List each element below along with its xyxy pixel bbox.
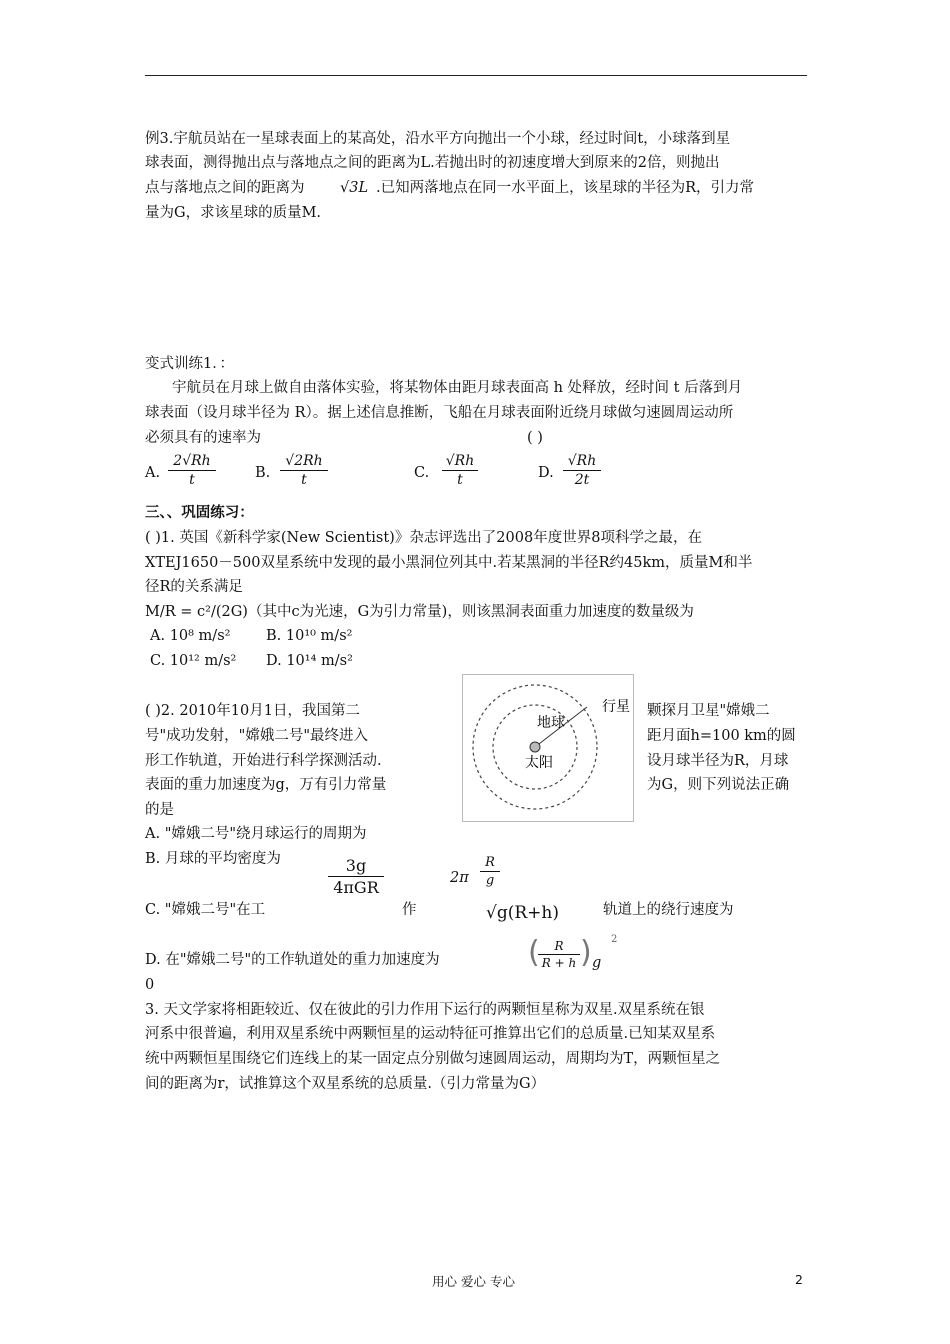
ex3-sqrt3L: √3L [340,180,369,196]
variant-option-a-label: A. [145,465,161,481]
q1-option-c: C. 10¹² m/s² [150,653,237,669]
orbit-figure [462,674,634,822]
variant-blank: ( ) [527,430,543,446]
q2-left4: 表面的重力加速度为g，万有引力常量 [145,777,387,793]
q2-option-b: B. 月球的平均密度为 [145,851,281,867]
page-number: 2 [795,1272,803,1287]
q2-option-d-exponent: 2 [611,934,618,945]
variant-option-d-fraction: √Rh 2t [563,453,601,488]
section3-title: 三、、巩固练习： [145,504,254,521]
q1-option-d: D. 10¹⁴ m/s² [266,653,353,669]
variant-option-a-fraction: 2√Rh t [168,453,216,488]
q3-line2: 河系中很普遍，利用双星系统中两颗恒星的运动特征可推算出它们的总质量.已知某双星系 [145,1026,716,1042]
orbit-diagram [463,675,633,821]
earth-label: 地球 [537,715,565,731]
variant-option-c-label: C. [414,465,430,481]
variant-option-b-fraction: √2Rh t [280,453,328,488]
q2-left1: ( )2. 2010年10月1日，我国第二 [145,703,360,719]
q2-option-d-lparen: ( [528,935,540,970]
ex3-line4: 量为G，求该星球的质量M. [145,205,322,221]
variant-option-d-label: D. [538,465,554,481]
variant-option-b-label: B. [255,465,271,481]
q1-line2: XTEJ1650－500双星系统中发现的最小黑洞位列其中.若某黑洞的半径R约45km，质量M和半 [145,555,753,571]
q3-line4: 间的距离为r，试推算这个双星系统的总质量.（引力常量为G） [145,1076,546,1092]
q2-zero: 0 [145,977,155,993]
q3-line1: 3. 天文学家将相距较近、仅在彼此的引力作用下运行的两颗恒星称为双星.双星系统在银 [145,1002,705,1018]
q1-line4: M/R = c²/(2G)（其中c为光速，G为引力常量)，则该黑洞表面重力加速度的数量级为 [145,604,694,620]
q2-option-c-a: C. "嫦娥二号"在工 [145,902,266,918]
q2-option-b-fraction: 3g 4πGR [328,856,384,897]
sun-marker [530,742,540,752]
q2-option-c-c: 轨道上的绕行速度为 [603,902,734,918]
q2-option-c-math: √g(R+h) [486,903,559,923]
header-rule [145,75,807,76]
q2-option-a: A. "嫦娥二号"绕月球运行的周期为 [145,826,367,842]
q2-option-a-fraction: R g [480,855,500,888]
q2-right4: 为G，则下列说法正确 [647,777,790,793]
q2-left3: 形工作轨道，开始进行科学探测活动. [145,753,382,769]
q1-line3: 径R的关系满足 [145,579,243,595]
q2-left2: 号"成功发射，"嫦娥二号"最终进入 [145,728,369,744]
q3-line3: 统中两颗恒星围绕它们连线上的某一固定点分别做匀速圆周运动，周期均为T，两颗恒星之 [145,1051,721,1067]
variant-line2: 球表面（设月球半径为 R）。据上述信息推断，飞船在月球表面附近绕月球做匀速圆周运动所 [145,405,734,421]
ex3-line3a: 点与落地点之间的距离为 [145,180,305,196]
q2-left5: 的是 [145,802,174,818]
variant-line3: 必须具有的速率为 [145,430,261,446]
footer-text: 用心 爱心 专心 [432,1274,515,1289]
q2-option-a-2pi: 2π [450,870,469,886]
q2-option-d-rparen: ) [580,935,592,970]
q1-option-b: B. 10¹⁰ m/s² [266,628,353,644]
q2-right2: 距月面h=100 km的圆 [647,728,796,744]
ex3-line2: 球表面，测得抛出点与落地点之间的距离为L.若抛出时的初速度增大到原来的2倍，则抛出 [145,155,720,171]
ex3-line1: 例3.宇航员站在一星球表面上的某高处，沿水平方向抛出一个小球，经过时间t，小球落到星 [145,131,731,147]
q2-right3: 设月球半径为R，月球 [647,753,789,769]
q2-option-d-fraction: R R + h [538,939,580,970]
q1-option-a: A. 10⁸ m/s² [150,628,231,644]
variant-line1: 宇航员在月球上做自由落体实验，将某物体由距月球表面高 h 处释放，经时间 t 后落到月 [172,380,743,396]
sun-label: 太阳 [525,755,553,771]
q2-option-d: D. 在"嫦娥二号"的工作轨道处的重力加速度为 [145,952,440,968]
ex3-line3b: .已知两落地点在同一水平面上，该星球的半径为R，引力常 [376,180,755,196]
q1-line1: ( )1. 英国《新科学家(New Scientist)》杂志评选出了2008年度世界8项科学之最，在 [145,530,702,546]
q2-option-c-b: 作 [402,902,417,918]
variant-title: 变式训练1．： [145,356,234,372]
q2-option-d-g: g [592,955,602,971]
variant-option-c-fraction: √Rh t [442,453,478,488]
planet-label: 行星 [602,699,630,715]
q2-right1: 颗探月卫星"嫦娥二 [647,703,770,719]
